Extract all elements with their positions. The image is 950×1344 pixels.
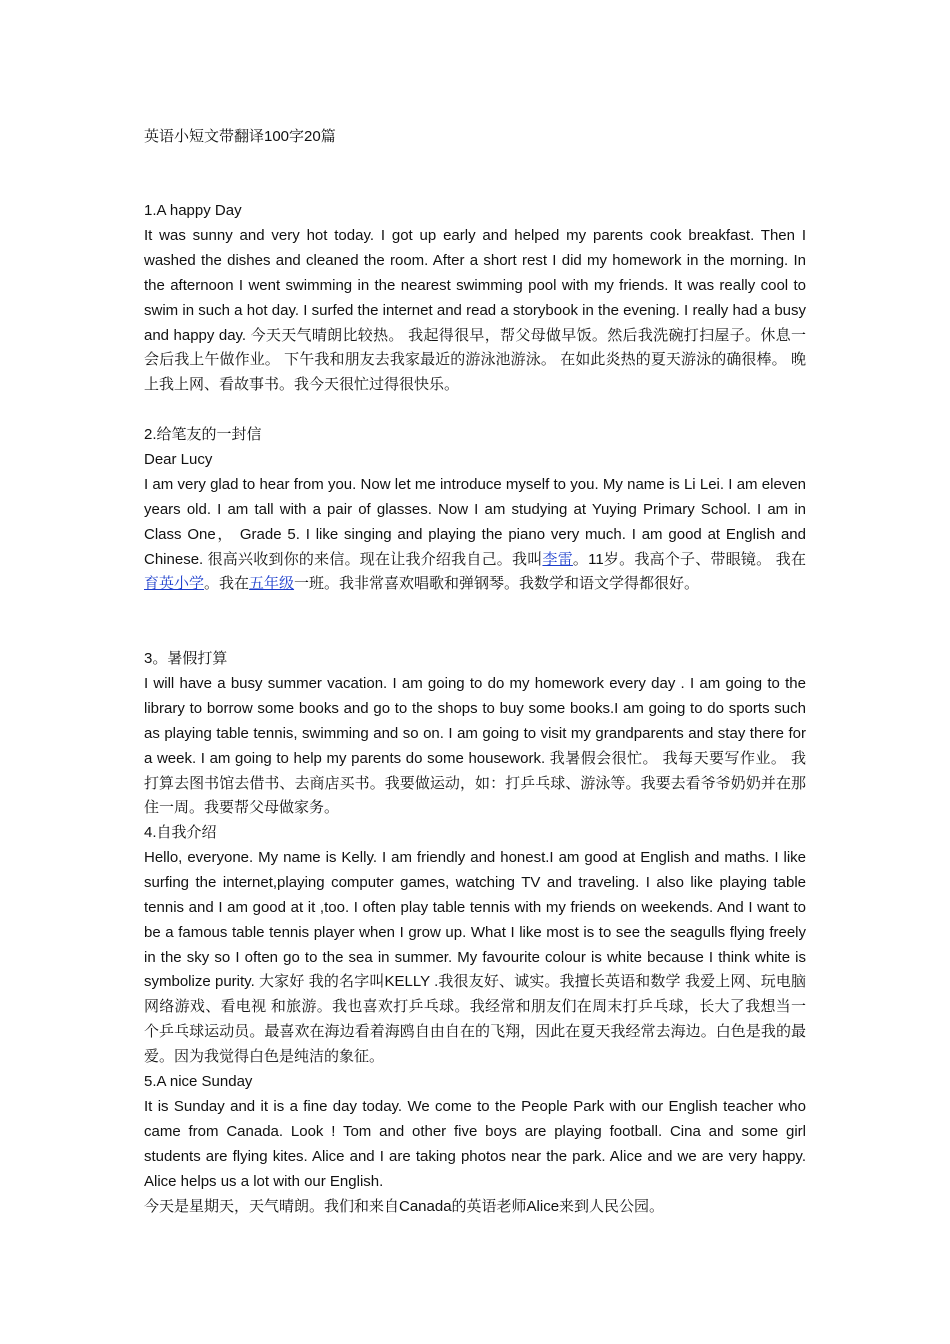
section-heading: 5.A nice Sunday bbox=[144, 1073, 253, 1090]
section-heading: 1.A happy Day bbox=[144, 202, 242, 219]
document-title: 英语小短文带翻译100字20篇 bbox=[144, 128, 336, 145]
section-heading: 2.给笔友的一封信 bbox=[144, 426, 262, 443]
section-2 bbox=[144, 423, 806, 597]
section-body: It is Sunday and it is a fine day today. We come to the People Park with our English teacher who came from Canada. Look ! Tom and other five boys are playing football. Cina and some girl students are flying kites. Alice and I are taking photos near the park. Alice and we are very happy. Alice helps us a lot with our English. bbox=[144, 1097, 806, 1190]
body-text: 。11岁。我高个子、带眼镜。 我在 bbox=[572, 550, 806, 568]
section-body: I will have a busy summer vacation. I am going to do my homework every day . I am going to the library to borrow some books and go to the shops to buy some books.I am going to do sports such as playing table tennis, swimming and so on. I am going to visit my grandparents and stay there for a week. I am going to help my parents do some housework. 我暑假会很忙。 我每天要写作业。 我打算去图书馆去借书、去商店买书。我要做运动，如：打乒乓球、游泳等。我要去看爷爷奶奶并在那住一周。我要帮父母做家务。 bbox=[144, 674, 806, 817]
section-3 bbox=[144, 647, 806, 821]
link-li-lei[interactable]: 李雷 bbox=[542, 550, 573, 568]
section-body bbox=[144, 473, 806, 598]
link-grade-five[interactable]: 五年级 bbox=[249, 575, 295, 593]
link-yuying-school[interactable]: 育英小学 bbox=[144, 575, 205, 593]
section-body: It was sunny and very hot today. I got up early and helped my parents cook breakfast. Then I washed the dishes and cleaned the room. After a short rest I did my homework in the morning. In the afternoon I went swimming in the nearest swimming pool with my friends. It was really cool to swim in such a hot day. I surfed the internet and read a storybook in the evening. I really had a busy and happy day. 今天天气晴朗比较热。 我起得很早，帮父母做早饭。然后我洗碗打扫屋子。休息一会后我上午做作业。 下午我和朋友去我家最近的游泳池游泳。 在如此炎热的夏天游泳的确很棒。 晚上我上网、看故事书。我今天很忙过得很快乐。 bbox=[144, 226, 806, 394]
body-text: I am very glad to hear from you. Now let me introduce myself to you. My name is Li Lei. I am eleven years old. I am tall with a pair of glasses. Now I am studying at Yuying Primary School. I am in Class One， Grade 5. I like singing and playing the piano very much. I am good at English and Chinese. 很高兴收到你的来信。现在让我介绍我自己。我叫 bbox=[144, 475, 806, 568]
section-heading: 4.自我介绍 bbox=[144, 824, 217, 841]
section-translation: 今天是星期天，天气晴朗。我们和来自Canada的英语老师Alice来到人民公园。 bbox=[144, 1197, 665, 1215]
body-text: 。我在 bbox=[204, 575, 250, 593]
section-heading: 3。暑假打算 bbox=[144, 650, 228, 667]
section-body: Hello, everyone. My name is Kelly. I am friendly and honest.I am good at English and maths. I like surfing the internet,playing computer games, watching TV and traveling. I also like playing table tennis and I am good at it ,too. I often play table tennis with my friends on weekends. And I want to be a famous table tennis player when I grow up. What I like most is to see the seagulls flying freely in the sky so I often go to the sea in summer. My favourite colour is white because I think white is symbolize purity. 大家好 我的名字叫KELLY .我很友好、诚实。我擅长英语和数学 我爱上网、玩电脑网络游戏、看电视 和旅游。我也喜欢打乒乓球。我经常和朋友们在周末打乒乓球，长大了我想当一个乒乓球运动员。最喜欢在海边看着海鸥自由自在的飞翔，因此在夏天我经常去海边。白色是我的最爱。因为我觉得白色是纯洁的象征。 bbox=[144, 848, 806, 1066]
body-text: 一班。我非常喜欢唱歌和弹钢琴。我数学和语文学得都很好。 bbox=[294, 575, 700, 593]
section-5 bbox=[144, 1070, 806, 1219]
section-4 bbox=[144, 821, 806, 1070]
letter-greeting: Dear Lucy bbox=[144, 450, 213, 468]
section-1 bbox=[144, 199, 806, 398]
